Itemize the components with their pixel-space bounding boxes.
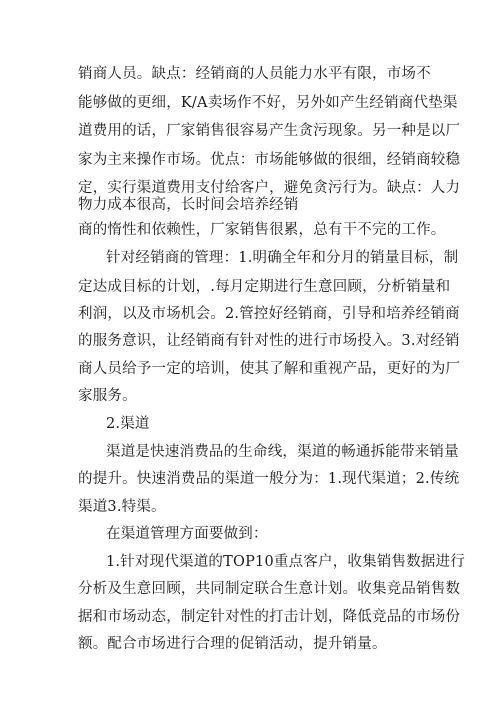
text-line: 道费用的话，厂家销售很容易产生贪污现象。另一种是以厂 <box>78 123 461 139</box>
text-line: 定达成目标的计划，.每月定期进行生意回顾，分析销量和 <box>78 279 451 295</box>
text-line: 能够做的更细，K/A卖场作不好，另外如产生经销商代垫渠 <box>78 95 458 111</box>
text-line: 利润，以及市场机会。2.管控好经销商，引导和培养经销商 <box>78 306 460 322</box>
text-line: 商人员给予一定的培训，使其了解和重视产品，更好的为厂 <box>78 361 461 377</box>
text-line: 针对经销商的管理：1.明确全年和分月的销量目标，制 <box>106 250 459 266</box>
text-line: 物力成本很高，长时间会培养经销 <box>78 197 299 213</box>
text-line: 在渠道管理方面要做到： <box>106 526 268 542</box>
text-line: 家服务。 <box>78 388 137 404</box>
text-line: 家为主来操作市场。优点：市场能够做的很细，经销商较稳 <box>78 152 461 168</box>
section-heading: 2.渠道 <box>106 416 150 432</box>
text-line: 定，实行渠道费用支付给客户，避免贪污行为。缺点：人力 <box>78 180 461 196</box>
text-line: 渠道3.特渠。 <box>78 499 166 515</box>
text-line: 的提升。快速消费品的渠道一般分为：1.现代渠道；2.传统 <box>78 471 460 487</box>
text-line: 销商人员。缺点：经销商的人员能力水平有限，市场不 <box>78 66 431 82</box>
text-line: 据和市场动态，制定针对性的打击计划，降低竞品的市场份 <box>78 609 461 625</box>
text-line: 1.针对现代渠道的TOP10重点客户，收集销售数据进行 <box>106 554 465 570</box>
text-line: 商的惰性和依赖性，厂家销售很累，总有干不完的工作。 <box>78 222 446 238</box>
text-line: 额。配合市场进行合理的促销活动，提升销量。 <box>78 636 387 652</box>
text-line: 分析及生意回顾，共同制定联合生意计划。收集竞品销售数 <box>78 581 461 597</box>
text-line: 的服务意识，让经销商有针对性的进行市场投入。3.对经销 <box>78 333 460 349</box>
text-line: 渠道是快速消费品的生命线，渠道的畅通拆能带来销量 <box>106 444 459 460</box>
